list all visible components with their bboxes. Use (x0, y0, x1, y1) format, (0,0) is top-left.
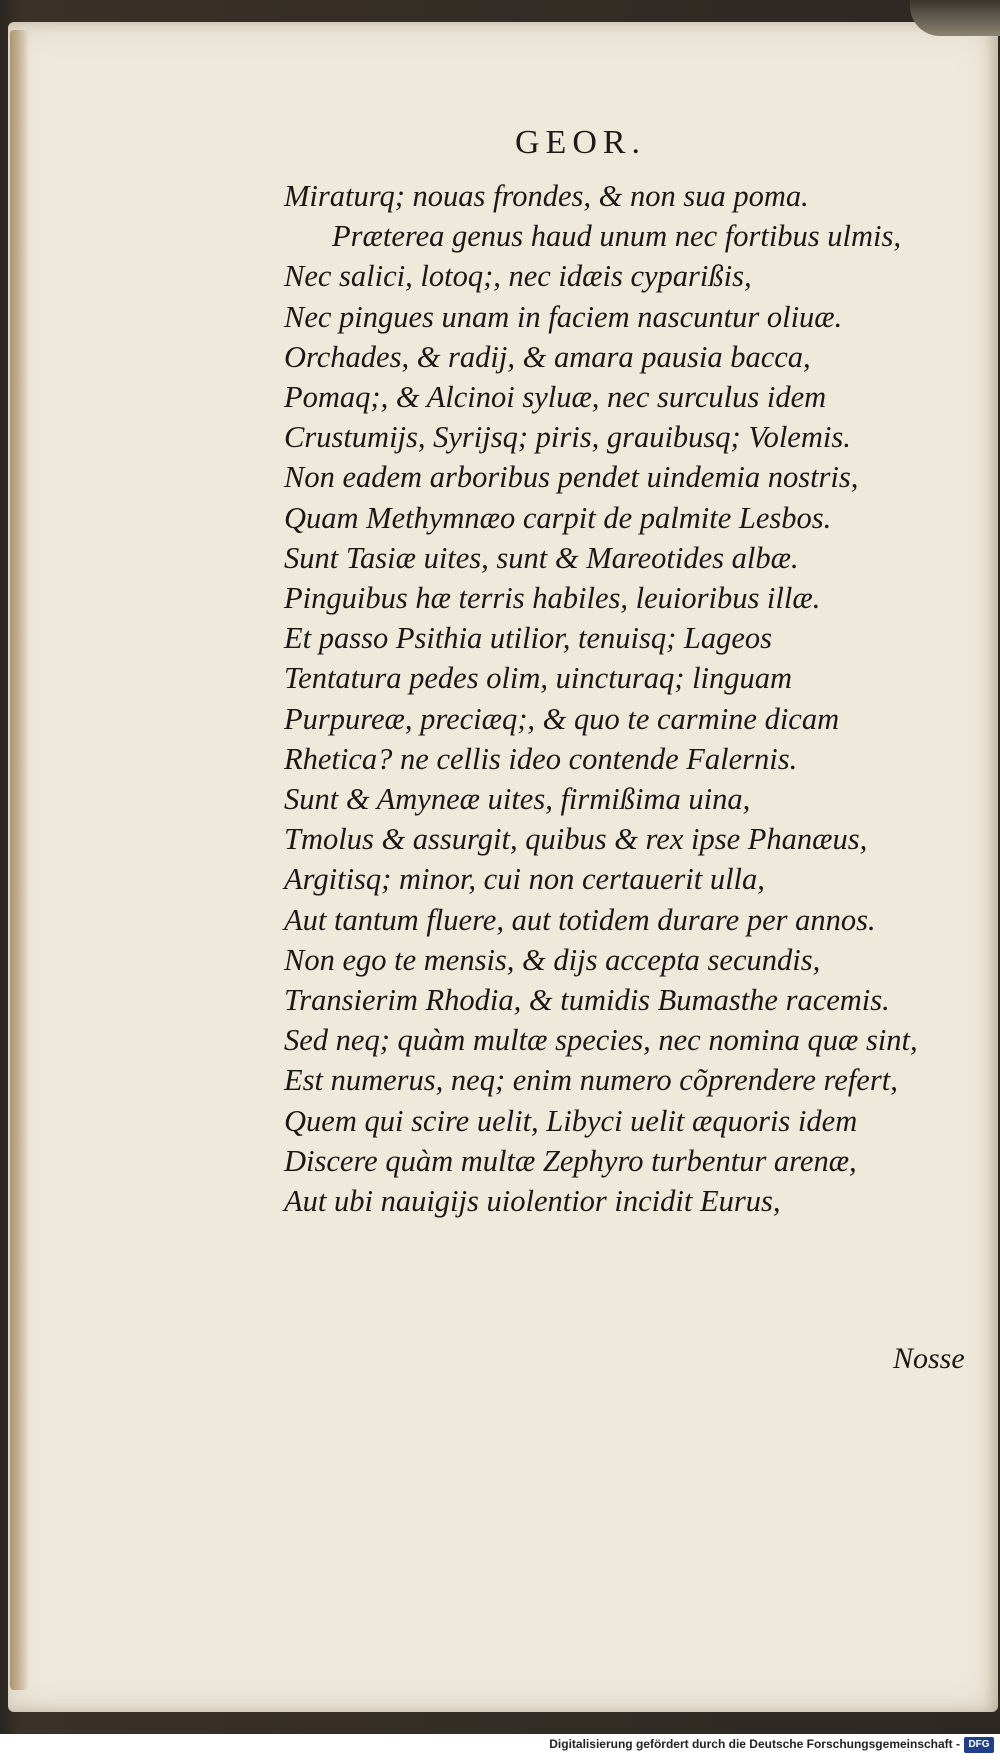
verse-line: Quem qui scire uelit, Libyci uelit æquoris idem (284, 1103, 858, 1138)
verse-line: Crustumijs, Syrijsq; piris, grauibusq; Volemis. (284, 420, 851, 455)
verse-line: Sunt & Amyneæ uites, firmißima uina, (284, 782, 751, 817)
verse-line: Pomaq;, & Alcinoi syluæ, nec surculus idem (284, 380, 827, 415)
verse-line: Tentatura pedes olim, uincturaq; linguam (284, 661, 793, 696)
verse-line: Pinguibus hæ terris habiles, leuioribus illæ. (284, 581, 821, 616)
verse-line: Purpureæ, preciæq;, & quo te carmine dicam (284, 701, 840, 736)
verse-block (284, 176, 984, 1221)
funding-credit: Digitalisierung gefördert durch die Deutsche Forschungsgemeinschaft - (549, 1737, 960, 1751)
verse-line: Discere quàm multæ Zephyro turbentur arenæ, (284, 1143, 857, 1178)
verse-line: Nec pingues unam in faciem nascuntur oliuæ. (284, 299, 843, 334)
verse-line: Sunt Tasiæ uites, sunt & Mareotides albæ. (284, 540, 799, 575)
verse-line: Est numerus, neq; enim numero cõprendere refert, (284, 1063, 898, 1098)
verse-line: Tmolus & assurgit, quibus & rex ipse Phanæus, (284, 822, 868, 857)
page-gutter-edge (10, 30, 28, 1690)
verse-line: Aut tantum fluere, aut totidem durare per annos. (284, 902, 876, 937)
dfg-logo: DFG (964, 1737, 994, 1753)
catchword: Nosse (893, 1342, 965, 1375)
verse-line: Aut ubi nauigijs uiolentior incidit Eurus, (284, 1184, 781, 1219)
verse-line: Nec salici, lotoq;, nec idæis cyparißis, (284, 259, 752, 294)
verse-line: Et passo Psithia utilior, tenuisq; Lageos (284, 621, 773, 656)
page-corner-shadow (910, 0, 1000, 36)
verse-line: Non ego te mensis, & dijs accepta secundis, (284, 942, 821, 977)
verse-line: Argitisq; minor, cui non certauerit ulla, (284, 862, 765, 897)
running-title: GEOR. (515, 124, 647, 161)
verse-line: Quam Methymnæo carpit de palmite Lesbos. (284, 500, 832, 535)
verse-line: Non eadem arboribus pendet uindemia nostris, (284, 460, 859, 495)
verse-line: Miraturq; nouas frondes, & non sua poma. (284, 179, 809, 213)
verse-line: Orchades, & radij, & amara pausia bacca, (284, 339, 811, 374)
verse-line: Præterea genus haud unum nec fortibus ulmis, (332, 219, 902, 254)
verse-line: Sed neq; quàm multæ species, nec nomina quæ sint, (284, 1023, 918, 1058)
verse-line: Rhetica? ne cellis ideo contende Falernis. (284, 741, 798, 776)
verse-line: Transierim Rhodia, & tumidis Bumasthe racemis. (284, 983, 890, 1018)
